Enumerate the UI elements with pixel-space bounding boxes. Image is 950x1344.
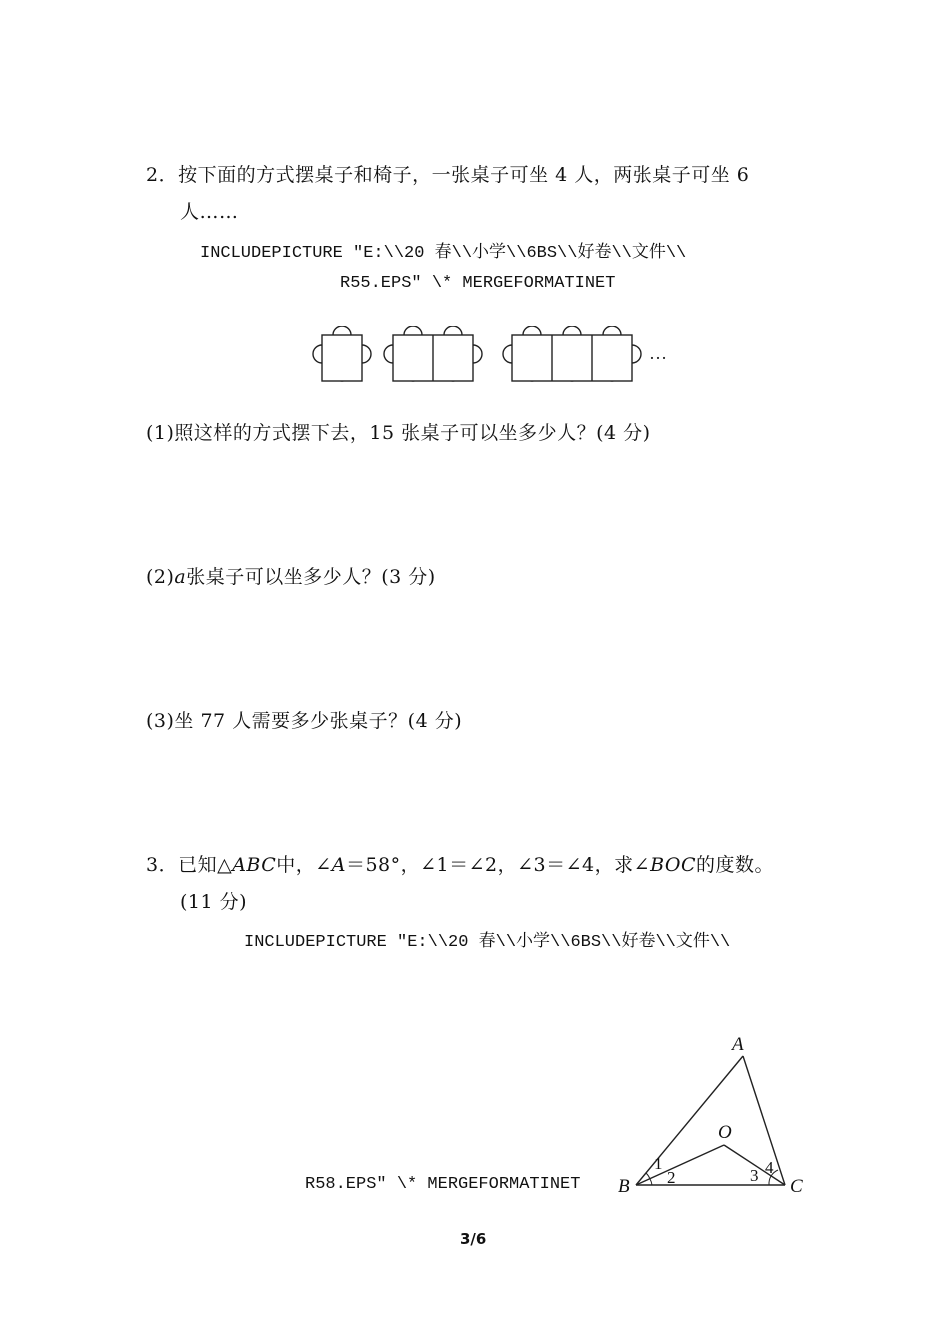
question-2-sub-1: (1)照这样的方式摆下去，15 张桌子可以坐多少人？(4 分): [146, 422, 651, 444]
segment-bo: [636, 1145, 724, 1185]
q3-text-3: ＝58°，∠1＝∠2，∠3＝∠4，求∠: [345, 854, 651, 876]
vertex-a-label: A: [732, 1034, 744, 1055]
vertex-b-label: B: [618, 1176, 630, 1197]
q3-text-1: 3．已知△: [146, 854, 233, 876]
angle-3-label: 3: [750, 1166, 759, 1185]
three-tables-group: [503, 326, 641, 381]
q3-text-4: 的度数。: [696, 854, 775, 876]
q3-angle-a: A: [331, 854, 346, 876]
figure-ellipsis: …: [649, 343, 667, 363]
sub-2-prefix: (2): [146, 566, 175, 588]
q3-text-2: 中，∠: [276, 854, 332, 876]
angle-4-label: 4: [765, 1158, 774, 1177]
angle-2-label: 2: [667, 1168, 676, 1187]
question-3-line-1: [146, 850, 774, 877]
question-2-sub-2: [146, 562, 436, 589]
side-ab: [636, 1056, 743, 1185]
question-2-line-2: 人……: [180, 201, 239, 223]
question-3-points: (11 分): [180, 891, 248, 913]
q3-triangle-name: ABC: [232, 854, 277, 876]
point-o-label: O: [718, 1122, 732, 1143]
include-field-code-2a: INCLUDEPICTURE "E:\\20 春\\小学\\6BS\\好卷\\文件\\: [244, 933, 731, 952]
include-field-code-1a: INCLUDEPICTURE "E:\\20 春\\小学\\6BS\\好卷\\文件\\: [200, 244, 687, 263]
q3-angle-boc: BOC: [650, 854, 697, 876]
vertex-c-label: C: [790, 1176, 803, 1197]
tables-chairs-figure: [300, 326, 680, 388]
include-field-code-1b: R55.EPS" \* MERGEFORMATINET: [340, 274, 616, 293]
include-field-code-2b: R58.EPS" \* MERGEFORMATINET: [305, 1175, 581, 1194]
sub-2-text: 张桌子可以坐多少人？(3 分): [186, 566, 436, 588]
one-table-group: [313, 326, 371, 381]
triangle-abc-figure: [612, 1028, 812, 1200]
question-2-line-1: 2．按下面的方式摆桌子和椅子，一张桌子可坐 4 人，两张桌子可坐 6: [146, 164, 750, 186]
variable-a: a: [174, 566, 187, 588]
question-2-sub-3: (3)坐 77 人需要多少张桌子？(4 分): [146, 710, 463, 732]
angle-1-label: 1: [654, 1154, 663, 1173]
two-tables-group: [384, 326, 482, 381]
page-number: 3/6: [460, 1230, 487, 1248]
